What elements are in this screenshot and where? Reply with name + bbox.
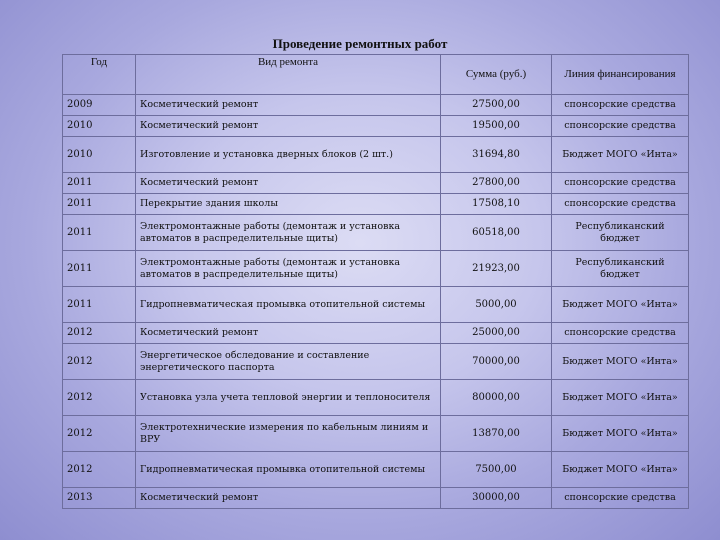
cell-year: 2013 (63, 488, 136, 509)
cell-repair-type: Перекрытие здания школы (136, 194, 441, 215)
cell-sum: 30000,00 (441, 488, 552, 509)
cell-year: 2010 (63, 137, 136, 173)
cell-year: 2012 (63, 344, 136, 380)
cell-year: 2011 (63, 287, 136, 323)
cell-repair-type: Косметический ремонт (136, 488, 441, 509)
cell-funding: Бюджет МОГО «Инта» (552, 380, 689, 416)
cell-repair-type: Электротехнические измерения по кабельным линиям и ВРУ (136, 416, 441, 452)
header-funding: Линия финансирования (552, 55, 689, 95)
table-row (63, 380, 689, 416)
cell-funding: спонсорские средства (552, 173, 689, 194)
page-title: Проведение ремонтных работ (272, 36, 448, 51)
cell-sum: 60518,00 (441, 215, 552, 251)
table-row (63, 215, 689, 251)
cell-year: 2011 (63, 194, 136, 215)
cell-year: 2012 (63, 416, 136, 452)
header-sum: Сумма (руб.) (441, 55, 552, 95)
header-repair-type: Вид ремонта (136, 55, 441, 95)
cell-funding: Республиканский бюджет (552, 215, 689, 251)
cell-repair-type: Гидропневматическая промывка отопительной системы (136, 452, 441, 488)
table-row (63, 452, 689, 488)
cell-sum: 19500,00 (441, 116, 552, 137)
cell-year: 2010 (63, 116, 136, 137)
table-row (63, 344, 689, 380)
cell-repair-type: Косметический ремонт (136, 323, 441, 344)
cell-funding: Бюджет МОГО «Инта» (552, 287, 689, 323)
table-row (63, 173, 689, 194)
repairs-table (62, 54, 689, 509)
cell-repair-type: Энергетическое обследование и составление энергетического паспорта (136, 344, 441, 380)
cell-repair-type: Косметический ремонт (136, 173, 441, 194)
cell-repair-type: Косметический ремонт (136, 116, 441, 137)
cell-repair-type: Гидропневматическая промывка отопительной системы (136, 287, 441, 323)
cell-funding: спонсорские средства (552, 488, 689, 509)
cell-sum: 80000,00 (441, 380, 552, 416)
cell-year: 2012 (63, 452, 136, 488)
cell-repair-type: Электромонтажные работы (демонтаж и установка автоматов в распределительные щиты) (136, 215, 441, 251)
table-row (63, 95, 689, 116)
cell-funding: спонсорские средства (552, 116, 689, 137)
cell-funding: спонсорские средства (552, 194, 689, 215)
cell-sum: 25000,00 (441, 323, 552, 344)
cell-funding: Бюджет МОГО «Инта» (552, 344, 689, 380)
cell-sum: 21923,00 (441, 251, 552, 287)
cell-repair-type: Электромонтажные работы (демонтаж и установка автоматов в распределительные щиты) (136, 251, 441, 287)
cell-funding: спонсорские средства (552, 323, 689, 344)
cell-year: 2012 (63, 380, 136, 416)
cell-funding: спонсорские средства (552, 95, 689, 116)
cell-sum: 7500,00 (441, 452, 552, 488)
cell-funding: Республиканский бюджет (552, 251, 689, 287)
cell-year: 2011 (63, 251, 136, 287)
cell-sum: 27500,00 (441, 95, 552, 116)
cell-sum: 31694,80 (441, 137, 552, 173)
cell-year: 2011 (63, 173, 136, 194)
cell-sum: 13870,00 (441, 416, 552, 452)
table-row (63, 251, 689, 287)
cell-repair-type: Косметический ремонт (136, 95, 441, 116)
cell-funding: Бюджет МОГО «Инта» (552, 137, 689, 173)
cell-year: 2012 (63, 323, 136, 344)
cell-sum: 17508,10 (441, 194, 552, 215)
cell-year: 2011 (63, 215, 136, 251)
cell-funding: Бюджет МОГО «Инта» (552, 452, 689, 488)
header-year: Год (63, 55, 136, 95)
table-row (63, 488, 689, 509)
table-row (63, 287, 689, 323)
table-row (63, 323, 689, 344)
cell-sum: 70000,00 (441, 344, 552, 380)
cell-repair-type: Установка узла учета тепловой энергии и теплоносителя (136, 380, 441, 416)
cell-year: 2009 (63, 95, 136, 116)
table-header-row (63, 55, 689, 95)
cell-sum: 5000,00 (441, 287, 552, 323)
table-row (63, 194, 689, 215)
table-row (63, 416, 689, 452)
cell-funding: Бюджет МОГО «Инта» (552, 416, 689, 452)
table-row (63, 137, 689, 173)
cell-repair-type: Изготовление и установка дверных блоков (2 шт.) (136, 137, 441, 173)
cell-sum: 27800,00 (441, 173, 552, 194)
table-row (63, 116, 689, 137)
